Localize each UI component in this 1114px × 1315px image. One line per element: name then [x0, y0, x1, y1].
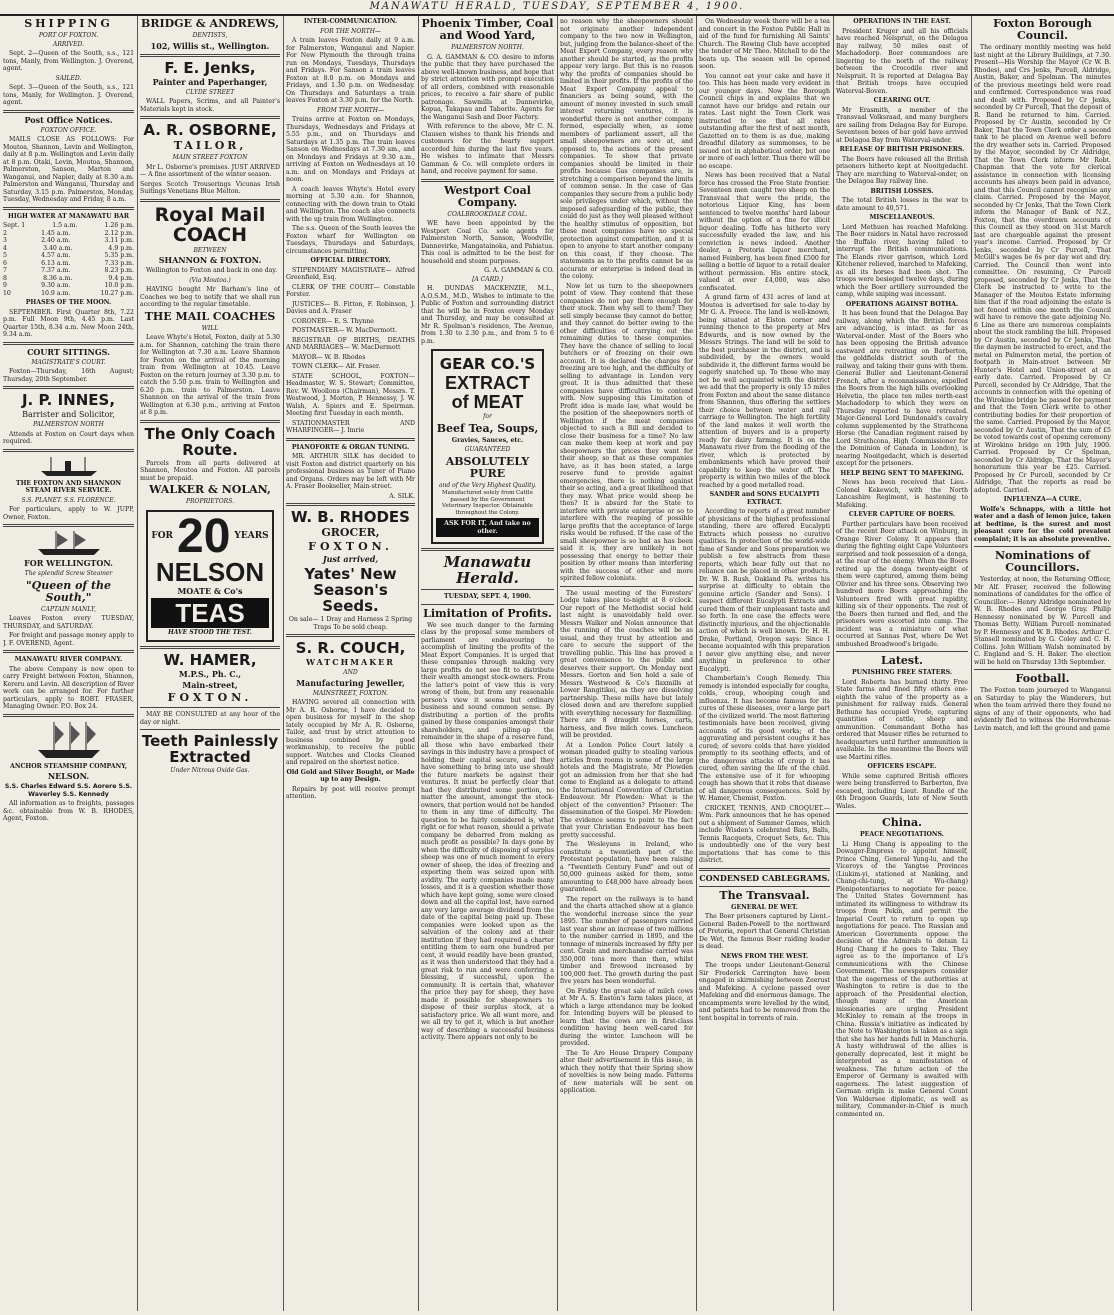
meat-extract-title: EXTRACT	[445, 373, 530, 393]
tide-row	[3, 245, 134, 253]
local-news-9: News has been received that a Natal force has crossed the Free State frontier. Seventeen men caught two sheep on the Transvaal that were the pride, the notorious Liquor King, has been sentenced to twelve months' hard labour without the option of a fine for illicit liquor dealing. Toffe has hitherto very successfully evaded the law, and his conviction is news indeed. Another dealer, a Pretoria liquor merchant, named Feinberg, has been fined £500 for selling a bottle of liquor to a retail dealer without permission. His entire stock, valued at over £4,000, was also confiscated.	[699, 172, 830, 292]
tide-cell: 1.26 p.m.	[104, 222, 134, 229]
tide-row	[3, 275, 134, 283]
couch-street: MAINSTREET, FOXTON.	[312, 689, 389, 697]
wellington-sub: The splendid Screw Steamer	[24, 570, 113, 577]
card-label: [A CARD.]	[472, 275, 503, 283]
meat-extract-ask: ASK FOR IT, And take no other.	[436, 518, 539, 537]
post-office-text: MAILS CLOSE AS FOLLOWS: For Moutoa, Shannon, Levin and Wellington, daily at 8 p.m. Wellington and Levin daily at 8 p.m. Otaki, Levin, Moutoa, Shannon, Palmerston, Sanson, Marton and Wanganui, and Napier, daily at 8.30 a.m. Palmerston and Wanganui, Thursday and Saturday, 3.15 p.m. Palmerston, Monday, Tuesday, Wednesday and Friday, 8 a.m.	[3, 136, 134, 203]
tide-row	[3, 260, 134, 268]
editorial-text: We see much danger to the farming class by the proposal some members of parliament are endeavouring to accomplish of limiting the profits of the Meat Export Companies. It is urged that these companies through making very large profits do not see fit to distribute their wealth amongst stock-owners. From the latter's point of view this is very wrong of them, but from any reasonable person's view it seems but ordinary business and sound common sense. By distributing a portion of the profits gained by these companies amongst their shareholders, and piling-up the remainder in the shape of a reserve fund, all those who have embarked their savings in this industry have a prospect of holding their capital secure, and they have something to bring into use should the future markets be against their ventures. It must be perfectly clear that had they distributed some portion, no matter the amount, amongst the stock-owners, that portion would not be handed to them in any time of difficulty. The question to be fairly considered is, what right or for what reason, should a private company be debarred from making as much profit as possible? In days gone by when the difficulty of disposing of surplus sheep was one of much moment to every owner of sheep, the idea of freezing and exporting them was seized upon with avidity. The early companies made many losses, and it is a question whether those which have kept going, some were closed down and all the capital lost, have earned any very large average dividend from the date of the capital being paid up. These companies were looked upon as the salvation of the colony and at their institution if they had required a charter entitling them to earn one hundred per cent, it would readily have been granted, as it was then understood that they had a great risk to run and were conferring a blessing, if successful, upon the community. It is certain that, whatever the price they pay for sheep, they have made it possible for sheepowners to dispose of their surplus stock, at a satisfactory price. We all want more, and we all try to get it, which is but another way of describing a successful business activity. There appears not only to be	[421, 621, 554, 1041]
local-news-7: On Wednesday week there will be a tea and concert in the Foxton Public Hall in aid of the fund for furnishing All Saints' Church. The Rowing Club have accepted the tender of Mr Theo. Mitchell to do the boats up. The season will be opened soon.	[699, 18, 830, 70]
osborne-sub: TAILOR,	[173, 139, 247, 152]
chamberlain-text: Chamberlain's Cough Remedy. This remedy is intended especially for coughs, colds, croup, whooping cough and influenza. It has become famous for its cures of these diseases, over a large part of the civilized world. The most flattering testimonials have been received, giving accounts of its good works; of the aggravating and persistent coughs it has cured; of severe colds that have yielded promptly to its soothing effects, and of the dangerous attacks of croup it has cured, often saving the life of the child. The extensive use of it for whooping cough has shown that it robs that disease of all dangerous consequences. Sold by W. Hamer, Chemist, Foxton.	[699, 675, 830, 802]
walker-nolan-title: WALKER & NOLAN,	[149, 483, 271, 496]
dewet-title: GENERAL DE WET.	[731, 903, 798, 911]
nelson-for: FOR	[151, 530, 174, 541]
sander-title: SANDER and SONS EUCALYPTI EXTRACT.	[709, 491, 820, 506]
river-company-text: The above Company is now open to carry Freight between Foxton, Shannon, Kereru and Levin. All description of River work can be arranged for. For further particulars, apply to ROBT. FRASER, Managing Owner. P.O. Box 24.	[3, 665, 134, 710]
meat-extract-pure: ABSOLUTELY PURE	[445, 454, 530, 480]
column-rule	[137, 16, 138, 1311]
jenks-title: F. E. Jenks,	[164, 58, 256, 77]
westport-sub: COALBROOKDALE COAL.	[447, 210, 528, 218]
phoenix-place: PALMERSTON NORTH.	[451, 44, 524, 51]
anchor-company-title: ANCHOR STEAMSHIP COMPANY,	[10, 762, 127, 770]
for-the-north: FOR THE NORTH—	[320, 27, 381, 35]
dewet-text: The Boer prisoners captured by Lient.-General Baden-Powell to the northward of Pretoria, report that General Christian De Wet, the famous Boer raiding leader is dead.	[699, 913, 830, 950]
misc-text: Lord Methuen has reached Mafeking. The Boer raiders in Natal have recrossed the Buffalo river, having failed to interrupt the British communications. The Elands river garrison, which Lord Kitchener relieved, marched to Mafeking, as all its horses had been shot. The troops were besieged twelve days, during which the Boer artillery surrounded the camp, while sniping was incessant.	[836, 223, 968, 298]
court-sub: MAGISTRATE'S COURT.	[31, 358, 106, 366]
meat-extract-ad	[431, 349, 544, 544]
tide-cell: 4	[3, 244, 7, 252]
steam-service-title: THE FOXTON AND SHANNON STEAM RIVER SERVICE.	[15, 479, 122, 494]
osborne-address: MAIN STREET FOXTON	[172, 154, 248, 161]
queen-text: Leaves Foxton every TUESDAY, THURSDAY, and SATURDAY.	[3, 615, 134, 630]
jenks-street: CLYDE STREET	[185, 88, 235, 96]
nelson-teas: TEAS	[151, 598, 269, 628]
port-label: PORT OF FOXTON.	[38, 32, 99, 39]
west-title: NEWS FROM THE WEST.	[720, 952, 809, 960]
local-news-1: The usual meeting of the Foresters' Lodge takes place to-night at 8 o'clock. Our report of the Methodist social held last night is unavoidably held over. Messrs Walker and Nolan announce that the running of the coaches will be as usual, and they trust by attention and care to secure the support of the travelling public. This line has proved a great convenience to the public and deserves their support. On Monday next Messrs. Gorton and Son hold a sale of Messrs Westwood & Co's flaxmills at Lower Rangitikei, as they are dissolving partnership. These mills have but lately closed down and are therefore supplied with everything necessary for flaxmilling. There are 8 draught horses, carts, harness, and five milch cows. Luncheon will be provided.	[560, 589, 693, 739]
column-rule	[418, 16, 419, 1311]
post-office-sub: FOXTON OFFICE.	[40, 126, 97, 134]
official-directory-title: OFFICIAL DIRECTORY.	[310, 257, 391, 264]
tide-cell: 1.5 a.m.	[52, 222, 78, 229]
punishing-text: Lord Roberts has burned thirty Free State farms and fined fifty others one-eighth the value of the property as a punishment for railway raids. General Bethune has occupied Vrede, capturing quantities of cattle, sheep and ammunition. Commandant Botha has ordered that Mauser rifles be returned to headquarters until further ammunition is available. In the meantime the Boers will use Martini rifles.	[836, 678, 968, 761]
rhodes-sale: On sale— 1 Dray and Harness 2 Spring Traps To be sold cheap.	[288, 616, 413, 631]
tide-cell: 7.37 a.m.	[41, 267, 71, 274]
release-text: The Boers have released all the British prisoners hitherto kept at Nooitgedacht. They are marching to Waterval-onder, on the Delagoa Bay railway line.	[836, 155, 968, 185]
peace-text: Li Hung Chang is appealing to the Dowager-Empress to appoint himself, Prince Ching, General Yung-lu, and the Viceroys of the Yangtse Provinces (Liukim-yi, stationed at Nanking, and Chang-chi-tung, at Wu-chang) Plenipotentiaries to negotiate for peace. The United States Government has intimated its willingness to withdraw its troops from Pekin, and permit the Imperial Court to return to open up negotiations for peace. The Russian and American Governments oppose the decision of the Admirals to detain Li Hung Chang if he goes to Taku. They agree as to the importance of Li's communications with the Chinese Government. The newspapers consider that the eagerness of the authorities at Washington to retire is due to the approach of the Presidential election, though many of the American missionaries are urging President McKinley to remain at the troops in China. Russia's initiative as indicated by the Note to Washington is taken as a sign that she has her hands full in Manchuria. A hasty withdrawal of the allies is generally deprecated, lest it might be interpreted as a manifestation of weakness. The future action of the Emperor of Germany is awaited with eagerness. The latest suggestion of German origin is make General Count Von Waldersee diplomatic, as well as military, Commander-in-Chief is much commented on.	[836, 840, 968, 1118]
influenza-text: Wolfe's Schnapps, with a little hot water and a dash of lemon juice, taken at bedtime, is the surest and most pleasant cure for the cold prevalent complaint; it is an absolute preventive.	[974, 505, 1111, 543]
royal-body: HAVING bought Mr Barham's line of Coaches we beg to notify that we shall run according to the regular timetable.	[140, 286, 280, 308]
local-news-8: You cannot eat your cake and have it too. This has been made very evident in our younger days. Now the Borough Council chips in and explains that we cannot have our bridge and retain our rates. Last night the Town Clerk was instructed to see that all rates outstanding after the first of next month, Gazetted on to them is as due, making dreadful dilatory as summonses, to be issued not in alphabetical order, but one or more of each letter. Thus there will be no escape.	[699, 72, 830, 170]
moon-text: SEPTEMBER. First Quarter 8th, 7.22 p.m. Full Moon 9th, 4.45 p.m. Last Quarter 15th, 8.34 a.m. New Moon 24th, 9.34 a.m.	[3, 308, 134, 338]
editorial-title: Limitation of Profits.	[423, 606, 552, 620]
rhodes-arrived: Just arrived,	[322, 554, 379, 564]
innes-text: Attends at Foxton on Court days when required.	[3, 430, 134, 445]
column-1	[3, 16, 134, 1311]
tide-cell: 8.36 a.m.	[43, 274, 73, 282]
herald-date: TUESDAY, SEPT. 4, 1900.	[444, 593, 531, 600]
latest-title: Latest.	[880, 654, 924, 667]
column-rule	[696, 16, 697, 1311]
westport-title: Westport Coal Company.	[444, 183, 531, 209]
directory-entry: REGISTRAR OF BIRTHS, DEATHS AND MARRIAGES— W. MacDermott	[286, 336, 415, 351]
nelson-teas-sub: HAVE STOOD THE TEST.	[168, 628, 252, 636]
help-text: News has been received that Lieu.-Colonel Kekewich, with the North Lancashire Regiment, is hastening to Mafeking.	[836, 479, 968, 509]
tide-cell: 2	[3, 229, 7, 237]
sailed-label: SAILED.	[55, 74, 82, 82]
punishing-title: PUNISHING FREE STATERS.	[851, 669, 953, 676]
tide-row	[3, 282, 134, 290]
only-coach-route-title: The Only Coach Route.	[144, 424, 276, 459]
anchor-ships: S.S. Charles Edward S.S. Aorere S.S. Waverley S.S. Kennedy	[4, 783, 133, 798]
local-news-3: The Wesleyans in Ireland, who constitute a twentieth part of the Protestant population, have been raising a "Twentieth Century Fund" and out of 50,000 guineas asked for them, some amounting to £48,000 have already been guaranteed.	[560, 841, 693, 893]
innes-role: Barrister and Solicitor,	[22, 410, 115, 419]
meat-extract-meat: of MEAT	[451, 392, 524, 412]
dentists-title: BRIDGE & ANDREWS,	[141, 17, 279, 30]
tide-cell: 10	[3, 289, 11, 297]
nelson-years: YEARS	[234, 530, 269, 541]
steam-text: For particulars, apply to W. JUPP, Owner, Foxton.	[3, 506, 134, 521]
nelson-moate-ad	[146, 510, 274, 643]
meat-extract-brand: GEAR CO.'S	[439, 355, 536, 373]
tide-row	[3, 237, 134, 245]
westport-text: WE have been appointed by the Westport Coal Co. sole agents for Palmerston North, Sanson, Woodville, Dannevirke, Mangatainoka, and Pahiatua. This coal is admitted to be the best for household and steam purposes.	[421, 220, 554, 265]
meat-extract-gravies: Gravies, Sauces, etc.	[451, 436, 524, 444]
arrived-label: ARRIVED.	[53, 40, 84, 48]
tide-cell: Sept. 1	[3, 222, 26, 229]
rhodes-seeds: Yates' New Season's Seeds.	[304, 565, 397, 615]
tide-cell: 5	[3, 252, 7, 259]
botha-text: It has been found that the Delagoa Bay railway, along which the British forces are advancing, is intact as far as Waterval-onder. Most of the Boers who has been opposing the British advance eastward are retreating on Barberton, the goldfields district south of the railway, and taking their guns with them. General Buller and Lieutenant-General French, after a reconnaissance, expelled the Boers from the high hills overlooking Helvetia, the place ten miles north-east Machadodorp to which they were on Thursday reported to have retreated. Major-General Lord Dundonald's cavalry column supplemented by the Strathcona Horse (the Canadian regiment raised by Lord Strathcona, High Commissioner for the Dominion of Canada in London), is nearing Nooitgedacht, which is deserted except for the prisoners.	[836, 310, 968, 467]
inter-text: A train leaves Foxton daily at 9 a.m. for Palmerston, Wanganui and Napier. For New Plymouth the through trains run on Mondays, Tuesdays, Thursdays and Fridays. For Sanson a train leaves Foxton at 8.0 p.m. on Mondays and Fridays, and 1.30 p.m. on Wednesday. On Thursdays and Saturdays a train leaves Foxton at 3.30 p.m. for the North.	[286, 37, 415, 104]
peace-title: PEACE NEGOTIATIONS.	[860, 831, 944, 838]
meat-extract-beef: Beef Tea, Soups,	[436, 421, 539, 435]
couch-repairs: Repairs by post will receive prompt attention.	[286, 785, 415, 800]
tide-cell: 7	[3, 267, 7, 274]
dundas-text: H. DUNDAS MACKENZIE, M.L., A.O.S.M., M.D., Wishes to intimate to the Public of Foxton and surrounding district that he will be in Foxton every Monday and Thursday, and may be consulted at Mr R. Spelman's residence, The Avenue, from 1.30 to 2.30 p.m., and from 5 to 6 p.m.	[421, 285, 554, 345]
tide-cell: 8.23 p.m.	[104, 267, 134, 274]
rhodes-sub: GROCER,	[321, 526, 380, 539]
hamer-sub: M.P.S., Ph. C.,	[178, 669, 242, 679]
anchor-text: All information as to freights, passages &c. obtainable from W. B. RHODES, Agent, Foxton.	[3, 800, 134, 822]
council-text: The ordinary monthly meeting was held last night at the Library Buildings, at 7.30. Present—His Worship the Mayor (Cr W. B. Rhodes), and Crs Jenks, Purcell, Aldridge, Austin, Baker, and Spelman. The minutes of the previous meetings held were read and confirmed. Correspondence was read and dealt with. Proposed by Cr Jenks, seconded by Cr Purcell, That the deposit of R. Rand be returned to him. Carried. Proposed by Cr Austin, seconded by Cr Baker, That the Town Clerk order a second tank to be placed on Avenue well before the dry weather sets in. Carried. Proposed by the Mayor, seconded by Cr Aldridge, That the Town Clerk inform Mr Robt. Chapman that the vote for clerical assistance in connection with licensing accounts has always been paid in advance, and that this Council cannot recognise any claim. Carried. Proposed by the Mayor, seconded by Cr Jenks, That the Town Clerk inform the Manager of Bank of N.Z., Foxton, that the overdrawn accounts of this Council as they stood on 31st March last are chargeable against the present year's income. Carried. Proposed by Cr Jenks, seconded by Cr Purcell, That McGill's wages be 6s per day wet and dry. Carried. The Council then went into committee. On resuming, Cr Purcell proposed, seconded by Cr Jenks, That the Clerk be instructed to write to the Manager of the Moutoa Estate informing him that if the road adjoining the estate is not fenced within one month the Council will have to remove the gate adjoining No. 6 Line as there are numerous complaints about the stock rambling the hill. Proposed by Cr Austin, seconded by Cr Jenks, That the daymen be instructed to erect, and the metal on Palmerston metal, the portion of footpath in Main-street between Mr Hunter's Hotel and Union-street at an early date. Carried. Proposed by Cr Purcell, seconded by Cr Aldridge, That the accounts in connection with the opening of the Wirokino bridge be passed for payment and that the Town Clerk write to other contributing bodies for their proportion of the same. Carried. Proposed by the Mayor, seconded by Cr Austin, That the sum of £5 be voted towards cost of opening ceremony at Wirokino bridge on 19th July, 1900. Carried. Proposed by Cr Spelman, seconded by Cr Aldridge, That the Mayor's honorarium this year be £25. Carried. Proposed by Cr Purcell, seconded by Cr Aldridge, That the reports as read be adopted. Carried.	[974, 44, 1111, 494]
tide-row	[3, 222, 134, 230]
tide-table	[3, 222, 134, 297]
tide-row	[3, 230, 134, 238]
royal-text: Wellington to Foxton and back in one day.	[146, 267, 278, 274]
clearing-title: CLEARING OUT.	[873, 97, 931, 104]
jenks-sub: Painter and Paperhanger,	[152, 76, 268, 87]
officers-text: While some captured British officers were being transferred to Barberton, five escaped, including Lieut. Rundle of the 6th Dragoon Guards, late of New South Wales.	[836, 772, 968, 810]
osborne-text: Mr L. Osborne's premises. JUST ARRIVED — A fine assortment of the winter season.	[140, 163, 280, 178]
rhodes-town: FOXTON.	[308, 540, 393, 553]
tide-row	[3, 252, 134, 260]
local-news-5: On Friday the great sale of milch cows at Mr A. S. Easton's farm takes place, at which a large attendance may be looked for. Intending buyers will be pleased to learn that the cows are in first-class condition having been well-cared for during the winter. Luncheon will be provided.	[560, 987, 693, 1047]
column-4	[421, 16, 554, 1311]
phoenix-title: Phoenix Timber, Coal and Wood Yard,	[421, 17, 554, 42]
teeth-sub: Under Nitrous Oxide Gas.	[170, 767, 250, 774]
royal-mail-title: Royal Mail COACH	[154, 203, 266, 246]
losses-text: The total British losses in the war to date amount to 40,571.	[836, 197, 968, 212]
column-8	[974, 16, 1111, 1311]
river-company-title: MANAWATU RIVER COMPANY.	[14, 656, 123, 663]
couch-sub: WATCHMAKER	[306, 657, 395, 667]
west-text: The troops under Lieutenant-General Sir Frederick Carrington have been engaged in skirmishing between Zeerust and Mafeking. A cyclone passed over Mafeking and did enormous damage. The encampments were levelled by the wind, and patients had to be removed from the tent hospital in torrents of rain.	[699, 962, 830, 1022]
court-title: COURT SITTINGS.	[27, 346, 110, 357]
hamer-title: W. HAMER,	[163, 651, 257, 669]
release-title: RELEASE OF BRITISH PRISONERS.	[839, 146, 965, 153]
clever-title: CLEVER CAPTURE OF BOERS.	[848, 511, 956, 518]
inter-text-2: Trains arrive at Foxton on Mondays, Thursdays, Wednesdays and Fridays at 5.55 p.m., and on Thursdays and Saturdays at 1.35 p.m. The train leaves Sanson on Wednesdays at 7.30 am., and on Mondays and Fridays at 9.30 a.m., arriving at Foxton on Wednesdays at 10 a.m. and on Mondays and Fridays at noon.	[286, 116, 415, 183]
mail-will: WILL	[201, 324, 219, 332]
walker-nolan-sub: PROPRIETORS.	[185, 498, 235, 505]
inter-communication-title: INTER-COMMUNICATION.	[303, 18, 398, 25]
directory-entry: MAYOR— W. B. Rhodes	[292, 353, 366, 361]
tide-cell: 9.30 a.m.	[41, 282, 71, 289]
anchor-ship-icon	[34, 720, 104, 760]
tide-cell: 2.12 p.m.	[104, 229, 134, 237]
phoenix-text: G. A. GAMMAN & CO. desire to inform the public that they have purchased the above well-known business, and hope that by strict attention with prompt execution of all orders, combined with reasonable prices, to receive a fair share of public patronage. Sawmills at Dannevirke, Kopua, Takapau and Taborite. Agents for the Wanganui Sash and Door Factory.	[421, 53, 554, 121]
court-text: Foxton—Thursday, 16th August; Thursday, 20th September.	[3, 368, 134, 383]
nelson-years-number: 20	[177, 509, 231, 563]
column-3	[286, 16, 415, 1311]
botha-title: OPERATIONS AGAINST BOTHA.	[845, 300, 959, 308]
officers-title: OFFICERS ESCAPE.	[867, 763, 937, 770]
nominations-text: Yesterday, at noon, the Returning Officer, Mr Alf. Fraser, received the following nominations of candidates for the office of Councillor:— Henry Aldridge nominated by W. B. Rhodes and George Gray. Philip Hennessy nominated by W. Purcell and Thomas Betty. William Purcell nominated by P. Hennessy and W. B. Rhodes. Arthur C. Stansell nominated by G. Coley and C. H. Collins. John William Walsh nominated by C. England and S. H. Baker. The election will be held on Thursday 13th September.	[974, 576, 1111, 666]
herald-nameplate: Manawatu Herald.	[443, 553, 532, 587]
nelson-title: NELSON	[155, 556, 265, 587]
couch-title: S. R. COUCH,	[295, 639, 406, 657]
misc-title: MISCELLANEOUS.	[869, 214, 935, 221]
clever-text: Further particulars have been received of the recent Boer attack on Winburg, in Orange River Colony. It appears that during the fighting eight Cape Volunteers surprised and took possession of a donga, at the rear of the enemy. When the Boers retired up the donga twenty-eight of them were captured, among them being Olivier and his three sons. Observing two hundred more Boers approaching the Volunteers fired with great rapidity, killing six of their opponents. The rest of the Boers then turned and fled, and the prisoners were escorted into camp. The incident was a miniature of what occurred at Sannas Post, where De Wet ambushed Broadwood's brigade.	[836, 520, 968, 648]
column-6	[699, 16, 830, 1311]
queen-of-the-south: "Queen of the South,"	[25, 578, 112, 604]
from-the-north: FROM THE NORTH—	[317, 106, 384, 114]
tide-cell: 6	[3, 259, 7, 267]
tide-cell: 10.27 p.m.	[100, 289, 134, 297]
editorial-text-2: Now let us turn to the sheepowners point of view. They contend that these companies do not pay them enough for their stock. Then why sell to them? They sell simply because they cannot do better, and they cannot do better owing to the other difficulties of carrying out the remaining duties to these companies. They have the chance of selling to local butchers or of freezing on their own account. It is declared the charges for freezing are too high, and the difficulty of selling to advantage in London very great. It is thus admitted that these companies have difficulties to contend with. Now supposing this Limitation of Profit idea is made law, what would be the position of the sheepowners north of Wellington if the meat companies objected to such a Bill and decided to close their business for a time? No law can make them keep at work and pay sheepowners the prices they want for their sheep, so that as these companies have, as it has been stated, a large reserve fund to provide against emergencies, there is nothing against their so acting, and a great likelihood that they may. What price would sheep be then? It is absurd for the State to interfere with private enterprise or so to interfere with the reaping of possible large profits that the acceptance of large risks would be refused. If the case of the small sheepowner is so bad as has been said it is, they are unlikely in not possessing that energy to better their position by other means than interfering with the success of other and more spirited fellow colonists.	[560, 282, 693, 582]
tide-cell: 8	[3, 274, 7, 282]
tide-cell: 4.9 p.m.	[108, 244, 134, 252]
sander-text: According to reports of a great number of physicians of the highest professional standing, there are offered Eucalypti Extracts which possess no curative qualities. In protection of the world-wide fame of Sander and Sons preparation we publish a few abstracts from these reports, which bear fully out that no reliance can be placed in other products. Dr. W. B. Rush, Oakland Pa. writes his surprise at difficulty to obtain the genuine article (Sander and Sons). I suspect different Eucalypti Extracts and cured them of their unpleasant taste and so forth. In one case the effects were distinctly injurious, and the objectionable action of which is well known. Dr. H. H. Drake, Portland, Oregon says: Since I became acquainted with this preparation I never give anything else, and never anything in preference to other Eucalypti.	[699, 508, 830, 673]
local-news-10: A grand farm of 431 acres of land at Moutoa is advertised for sale to-day by Mr G. A. Preece. The land is well-known, being situated at Elston corner and running thence to the property at Mrs Edwards, and is now owned by the Messrs Strings. The land will be sold to the best purchaser in the district, and is subdivided, by the owners would subdivide it, the different farms would be eagerly snatched up. To those who may not be well acquainted with the district we add that the property is only 15 miles from Foxton and about the same distance from Shannon, thus offering the settlers their choice between water and rail carriage to Wellington. The high fertility of the land makes it well worth the attention of buyers and is a property ready for dairy farming. It is on the Manawatu river from the flooding of the river, which is protected by embankments which have proved their capability to keep the water off. The property is within two miles of the block reached by a good metalled road.	[699, 294, 830, 489]
column-2	[140, 16, 280, 1311]
directory-entry: JUSTICES— B. Fitton, F. Robinson, J. Davies and A. Fraser	[286, 300, 415, 315]
china-title: China.	[882, 816, 922, 829]
steamer-icon	[39, 455, 99, 477]
column-rule	[283, 16, 284, 1311]
column-7	[836, 16, 968, 1311]
tide-title: HIGH WATER AT MANAWATU BAR	[7, 212, 129, 220]
help-title: HELP BEING SENT TO MAFEKING.	[840, 469, 964, 477]
anchor-place: NELSON.	[47, 771, 90, 781]
teeth-title: Teeth Painlessly Extracted	[141, 732, 279, 766]
innes-place: PALMERSTON NORTH	[33, 421, 104, 428]
directory-entry: CORONER— E. S. Thynne	[292, 317, 374, 325]
column-rule	[971, 16, 972, 1311]
couch-and: AND	[343, 669, 358, 676]
osborne-title: A. R. OSBORNE,	[143, 121, 277, 139]
meat-extract-fine: Manufactured solely from Cattle passed by the Government Veterinary Inspector. Obtainable throughout the Colony.	[442, 490, 533, 516]
piano-sign: A. SILK.	[389, 492, 415, 500]
tide-cell: 10.9 a.m.	[41, 289, 71, 297]
moon-title: PHASES OF THE MOON.	[25, 299, 112, 306]
innes-name: J. P. INNES,	[21, 391, 116, 409]
column-rule	[557, 16, 558, 1311]
directory-entry: TOWN CLERK— Alf. Fraser.	[292, 363, 381, 370]
tide-cell: 3.11 p.m.	[104, 237, 134, 244]
transvaal-title: The Transvaal.	[719, 888, 810, 902]
sailing-ship-icon	[34, 530, 104, 556]
tide-cell: 7.33 p.m.	[104, 259, 134, 267]
directory-entry: STATE SCHOOL, FOXTON— Headmaster, W. S. Stewart; Committee, Rev. W. Woollons (Chairman), Messrs. T. Westwood, J. Morton, P. Hennessy, J. W. Walsh, A. Spiers and E. Speirman. Meeting first Tuesday in each month.	[286, 372, 415, 417]
mail-coaches-title: THE MAIL COACHES	[144, 309, 276, 323]
hamer-town: FOXTON.	[167, 691, 253, 704]
inter-text-4: The s.s. Queen of the South leaves the Foxton wharf for Wellington on Tuesdays, Thursdays and Saturdays, circumstances permitting.	[286, 225, 415, 255]
couch-jeweller: Manufacturing Jeweller,	[296, 677, 405, 688]
local-news-6: The Te Aro House Drapery Company alter their advertisement in this issue, in which they notify that their Spring show of novelties is now being made. Patterns of new materials will be sent on application.	[560, 1049, 693, 1094]
rhodes-title: W. B. RHODES	[291, 508, 410, 526]
tide-cell: 2.40 a.m.	[41, 237, 71, 244]
editorial-continued: no reason why the sheepowners should not originate another independent company to the two now in Wellington, but, judging from the balance-sheet of the Meat Export Company, every reason why another should be started, as the profits appear very large. But this is no reason why the profits of companies should be limited in their profits. If the profits of the Meat Export Company appeal to financiers as being sound, with the amount of money invested in such small interest returning ventures, it is wonderful there is not another company formed, especially when, as some members of parliament assert, all the small sheepowners are sore at, and opposed to, the actions of the present companies. To show that private companies should be limited in their profits because Gas companies are, is stretching a comparison beyond the limits of common sense. In the case of Gas companies they secure from a public body sole privileges under which, without the imposed safeguarding of the public, they could do just as they well pleased without the healthy stimulus of opposition, but these meat companies have no special protection against competition, and it is open to anyone to start another company on this coast, if they choose. The statements as to the profits cannot be as accurate or enterprise is indeed dead in the colony.	[560, 18, 693, 280]
piano-title: PIANOFORTE & ORGAN TUNING.	[291, 443, 410, 451]
local-news-4: The report on the railways is to hand and the charts attached show at a glance the wonderful increase since the year 1895. The number of passengers carried last year show an increase of two millions to the number carried in 1895, and the tonnage of minerals increased by fifty per cent. Grain and merchandise carried was 350,000 tons more than then, whilst timber and firewood increased by 100,000 feet. The growth during the past five years has been wonderful.	[560, 895, 693, 985]
tide-cell: 9	[3, 282, 7, 289]
steam-ships: S.S. PLANET. S.S. FLORENCE.	[21, 496, 116, 504]
consulted-text: MAY BE CONSULTED at any hour of the day or night.	[140, 711, 280, 726]
mail-coaches-text: Leave Whyte's Hotel, Foxton, daily at 5.30 a.m. for Shannon, catching the train there for Wellington at 7.30 a.m. Leave Shannon for Foxton on the arrival of the morning train from Wellington at 10.45. Leave Foxton on the return journey at 3.30 p.m. to catch the 5.50 p.m. train to Wellington and 6.20 p.m. train to Palmerston. Leave Shannon on the arrival of the train from Wellington at 6.30 p.m., arriving at Foxton at 8 p.m.	[140, 334, 280, 416]
tide-row	[3, 290, 134, 298]
serges-list: Serges Scotch Trouserings Vicunas Irish Suitings Venetians Blue Melton.	[140, 180, 280, 195]
royal-between: BETWEEN	[193, 246, 227, 254]
east-title: OPERATIONS IN THE EAST.	[853, 18, 951, 25]
wellington-title: FOR WELLINGTON.	[24, 558, 113, 568]
cablegrams-title: CONDENSED CABLEGRAMS.	[699, 872, 830, 883]
tide-row	[3, 267, 134, 275]
captain: CAPTAIN MANLY,	[41, 605, 96, 613]
sailed-text: Sept. 3—Queen of the South, s.s., 121 tons, Manly, for Wellington. J. Overend, agent.	[3, 84, 134, 106]
tide-cell: 9.4 p.m.	[108, 274, 134, 282]
arrived-text: Sept. 2—Queen of the South, s.s., 121 tons, Manly, from Wellington. J. Overend, agent.	[3, 50, 134, 72]
nelson-sub: MOATE & Co's	[177, 585, 243, 596]
clearing-text: Mr Erasmith, a member of the Transvaal Volksraad, and many burghers are sailing from Delagoa Bay for Europe. Seventeen boxes of bar gold have arrived at Delagoa Bay from Waterval-under.	[836, 106, 968, 144]
meat-extract-quality: and of the Very Highest Quality.	[438, 481, 537, 489]
inter-text-3: A coach leaves Whyte's Hotel every morning at 5.30 a.m. for Shannon, connecting with the down train to Otaki and Wellington. The coach also connects with the up train from Wellington.	[286, 185, 415, 223]
tide-cell: 1.45 a.m.	[41, 229, 71, 237]
tide-cell: 5.35 p.m.	[104, 252, 134, 259]
phoenix-text-2: With reference to the above, Mr C. N. Clausen wishes to thank his friends and customers for the hearty support accorded him during the last five years. He wishes to intimate that Messrs Gamman & Co. will complete orders in hand, and receive payment for same.	[421, 123, 554, 175]
council-title: Foxton Borough Council.	[993, 17, 1092, 42]
dentists-sub: DENTISTS,	[192, 32, 228, 39]
column-rule	[833, 16, 834, 1311]
masthead: MANAWATU HERALD, TUESDAY, SEPTEMBER 4, 1900.	[0, 0, 1114, 16]
cricket-text: CRICKET, TENNIS, AND CROQUET.—Wm. Park announces that he has opened out a shipment of Summer Games, which include Wisden's celebrated Bats, Balls, Tennis Racquets, Croquet Sets, &c. This is undoubtedly one of the very best importations that has come to this district.	[699, 804, 830, 864]
jenks-text: WALL Papers, Scrims, and all Painter's Materials kept in stock.	[140, 98, 280, 113]
piano-text: MR. ARTHUR SILK has decided to visit Foxton and district quarterly on his professional business as Tuner of Piano and Organs. Orders may be left with Mr A. Fraser Bookseller, Main-street.	[286, 453, 415, 490]
royal-via: (Via Moutoa.)	[189, 276, 231, 284]
tide-cell: 10.0 p.m.	[104, 282, 134, 289]
directory-entry: CLERK OF THE COURT— Constable Forster.	[286, 283, 415, 298]
football-title: Football.	[1015, 672, 1070, 685]
westport-sign: G. A. GAMMAN & CO.	[484, 267, 554, 274]
football-text: The Foxton team journeyed to Wanganui on Saturday to play the Wanderers, but when the team arrived there they found no signs of any of their opponents, who had evidently fled to witness the Horowhenua-Levin match, and left the ground and game	[974, 687, 1111, 732]
royal-route: SHANNON & FOXTON.	[158, 255, 262, 265]
directory-entry: STIPENDIARY MAGISTRATE— Alfred Greenfield, Esq.	[286, 266, 415, 281]
local-news-2: At a London Police Court lately a woman pleaded guilty to stealing various articles from rooms in some of the large hotels and the Magistrate, Mr Plowden got an admission from her that she had come to England as a delegate to attend the International Convention of Christian Endeavour. Mr Plowden: What is the object of the convention? Prisoner: The dissemination of the Gospel. Mr Plowden: The evidence seems to point to the fact that your Christian Endeavour has been pretty successful.	[560, 741, 693, 839]
shipping-title: SHIPPING	[24, 17, 113, 30]
tide-cell: 3.40 a.m.	[43, 244, 73, 252]
hamer-street: Main-street,	[182, 680, 238, 690]
official-directory	[286, 267, 415, 435]
post-office-title: Post Office Notices.	[24, 114, 113, 125]
influenza-title: INFLUENZA—A CURE.	[1003, 496, 1082, 503]
losses-title: BRITISH LOSSES.	[870, 187, 934, 195]
tide-cell: 4.57 a.m.	[41, 252, 71, 259]
meat-extract-for: for	[483, 413, 492, 420]
nominations-title: Nominations of Councillors.	[994, 549, 1091, 574]
dentists-address: 102, Willis st., Wellington.	[150, 40, 270, 51]
tide-cell: 6.13 a.m.	[41, 259, 71, 267]
queen-apply: For freight and passage money apply to J. F. OVEREND, Agent.	[3, 632, 134, 647]
couch-gold: Old Gold and Silver Bought, or Made up to any Design.	[286, 768, 415, 783]
east-text: President Kruger and all his officials have reached Nelspruit, on the Delagoa Bay railway, 50 miles east of Machadodorp. Boer commandoes are lingering to the north of the railway between the Crocodile river and Nelspruit. It is reported at Delagoa Bay that British troops have occupied Waterval-Boven.	[836, 27, 968, 95]
column-5	[560, 16, 693, 1311]
directory-entry: POSTMASTER— W. MacDermott.	[292, 327, 397, 334]
directory-entry: STATIONMASTER AND WHARFINGER— J. Imrie	[286, 419, 415, 434]
tide-cell: 3	[3, 237, 7, 244]
meat-extract-guaranteed: GUARANTEED	[464, 446, 511, 453]
couch-text: HAVING severed all connection with Mr A. R. Osborne, I have decided to open business for myself in the shop lately occupied by Mr A. R. Osborne, Tailor, and trust by strict attention to business combined by good workmanship, to receive the public support. Watches and Clocks Cleaned and repaired on the shortest notice.	[286, 699, 415, 766]
only-coach-route-text: Parcels from all parts delivered at Shannon, Moutoa and Foxton. All parcels must be prepaid.	[140, 459, 280, 482]
